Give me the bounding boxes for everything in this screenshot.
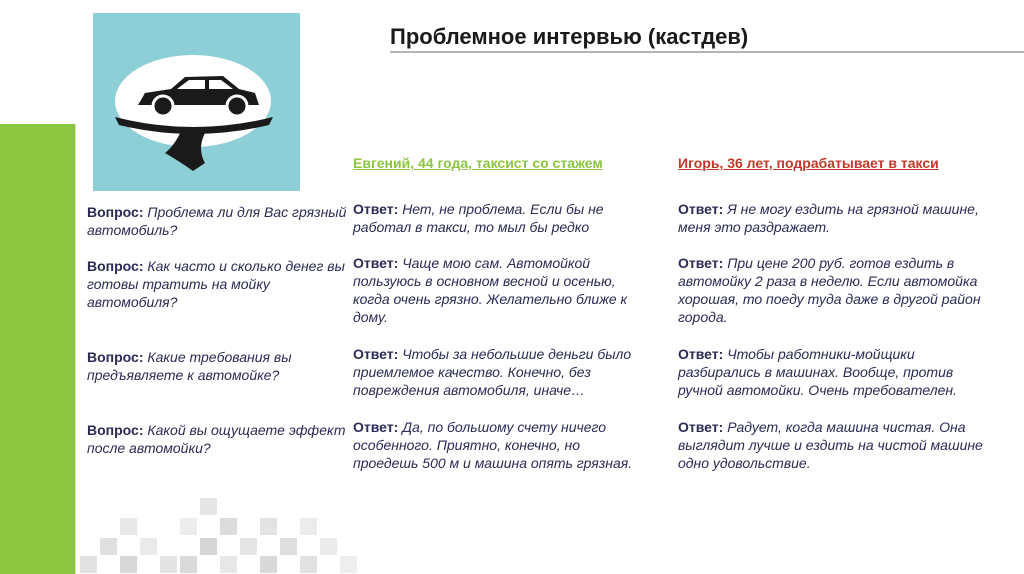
page-title: Проблемное интервью (кастдев) xyxy=(390,24,749,49)
answer-2-1 xyxy=(678,200,1000,236)
answer-text: Радует, когда машина чистая. Она выглядит лучше и ездить на чистой машине одно удовольствие. xyxy=(678,419,983,471)
decorative-green-bar xyxy=(0,124,75,574)
answer-text: Нет, не проблема. Если бы не работал в такси, то мыл бы редко xyxy=(353,201,604,235)
respondent-2-header: Игорь, 36 лет, подрабатывает в такси xyxy=(678,155,939,171)
answer-text: Чаще мою сам. Автомойкой пользуюсь в основном весной и осенью, когда очень грязно. Желательно ближе к дому. xyxy=(353,255,628,325)
question-2 xyxy=(87,257,349,311)
answer-label: Ответ: xyxy=(353,201,399,217)
answer-2-3 xyxy=(678,345,1000,399)
question-4 xyxy=(87,421,349,457)
question-text: Проблема ли для Вас грязный автомобиль? xyxy=(87,204,347,238)
question-label: Вопрос: xyxy=(87,258,144,274)
answer-label: Ответ: xyxy=(678,419,724,435)
answer-1-3 xyxy=(353,345,645,399)
answer-label: Ответ: xyxy=(678,201,724,217)
question-3 xyxy=(87,348,349,384)
question-text: Какие требования вы предъявляете к автомойке? xyxy=(87,349,292,383)
question-text: Какой вы ощущаете эффект после автомойки? xyxy=(87,422,346,456)
answer-label: Ответ: xyxy=(353,419,399,435)
answer-1-2 xyxy=(353,254,645,326)
answer-text: Чтобы за небольшие деньги было приемлемое качество. Конечно, без повреждения автомобиля, иначе… xyxy=(353,346,632,398)
answer-2-2 xyxy=(678,254,1000,326)
answer-2-4 xyxy=(678,418,1000,472)
answer-text: При цене 200 руб. готов ездить в автомойку 2 раза в неделю. Если автомойка хорошая, то поеду туда даже в другой район города. xyxy=(678,255,981,325)
question-text: Как часто и сколько денег вы готовы тратить на мойку автомобиля? xyxy=(87,258,345,310)
answer-1-1 xyxy=(353,200,645,236)
question-label: Вопрос: xyxy=(87,349,144,365)
answer-1-4 xyxy=(353,418,645,472)
answer-label: Ответ: xyxy=(678,255,724,271)
car-on-serving-tray-icon xyxy=(93,13,300,191)
answer-label: Ответ: xyxy=(678,346,724,362)
answer-text: Я не могу ездить на грязной машине, меня это раздражает. xyxy=(678,201,979,235)
respondent-1-header: Евгений, 44 года, таксист со стажем xyxy=(353,155,603,171)
question-label: Вопрос: xyxy=(87,422,144,438)
question-1 xyxy=(87,203,349,239)
question-label: Вопрос: xyxy=(87,204,144,220)
answer-label: Ответ: xyxy=(353,346,399,362)
answer-text: Чтобы работники-мойщики разбирались в машинах. Вообще, против ручной автомойки. Очень требователен. xyxy=(678,346,957,398)
answer-label: Ответ: xyxy=(353,255,399,271)
answer-text: Да, по большому счету ничего особенного. Приятно, конечно, но проедешь 500 м и машина опять грязная. xyxy=(353,419,633,471)
title-underline xyxy=(390,51,1024,53)
decorative-squares xyxy=(76,496,356,574)
